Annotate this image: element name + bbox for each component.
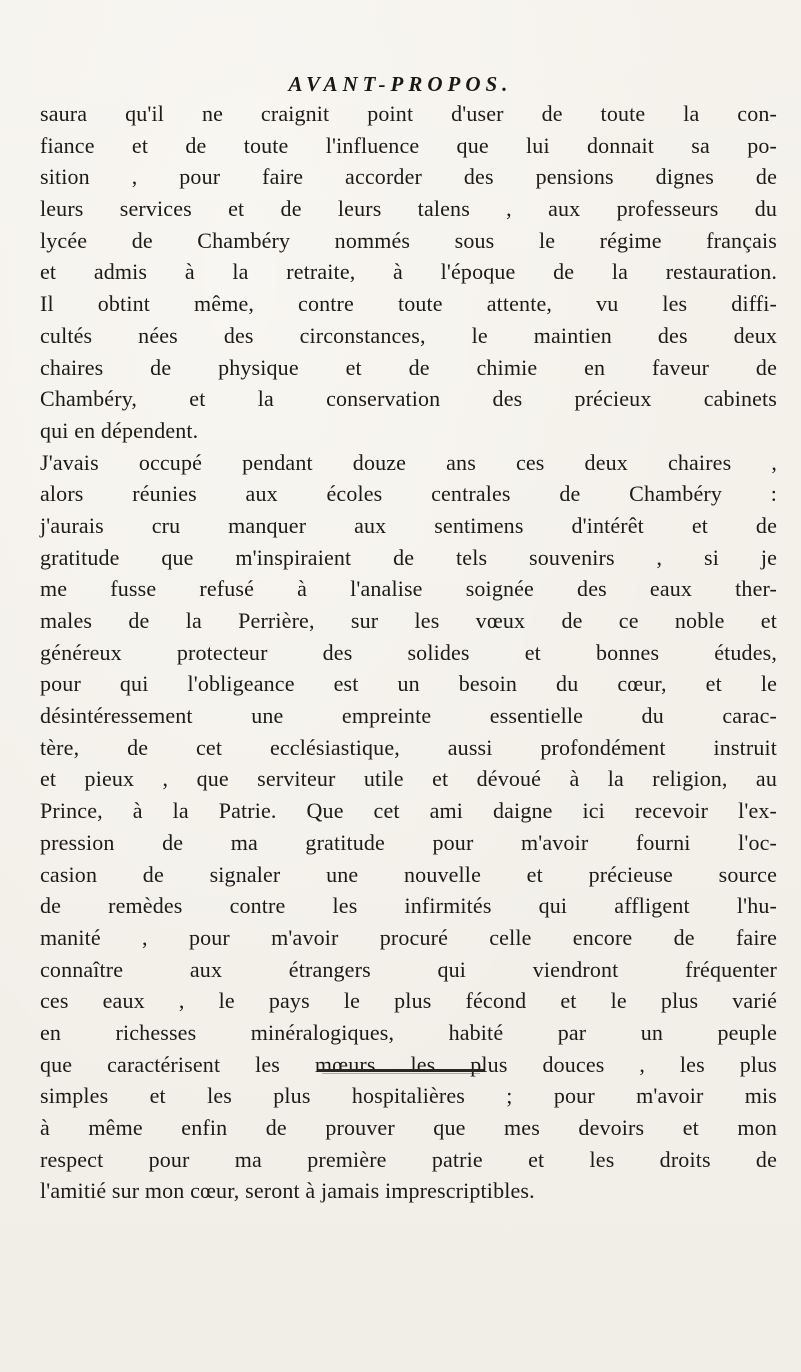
text-line: lycée de Chambéry nommés sous le régime français	[40, 227, 777, 253]
paragraph-end-line: l'amitié sur mon cœur, seront à jamais imprescriptibles.	[40, 1178, 535, 1204]
text-line: chaires de physique et de chimie en faveur de	[40, 354, 777, 380]
text-line: J'avais occupé pendant douze ans ces deux chaires ,	[40, 449, 777, 475]
text-line: j'aurais cru manquer aux sentimens d'intérêt et de	[40, 512, 777, 538]
text-line: males de la Perrière, sur les vœux de ce noble et	[40, 608, 777, 633]
text-line: de remèdes contre les infirmités qui affligent l'hu-	[40, 893, 777, 919]
running-head: AVANT-PROPOS.	[288, 72, 513, 96]
text-line: manité , pour m'avoir procuré celle encore de faire	[40, 924, 777, 950]
text-line: en richesses minéralogiques, habité par un peuple	[40, 1019, 777, 1045]
body-text	[40, 98, 777, 1207]
text-line: généreux protecteur des solides et bonnes études,	[40, 639, 777, 665]
text-line: à même enfin de prouver que mes devoirs et mon	[40, 1115, 777, 1140]
text-line: gratitude que m'inspiraient de tels souvenirs , si je	[40, 544, 777, 570]
text-line: fiance et de toute l'influence que lui donnait sa po-	[40, 132, 777, 158]
text-line: connaître aux étrangers qui viendront fréquenter	[40, 956, 777, 982]
text-line: Prince, à la Patrie. Que cet ami daigne ici recevoir l'ex-	[40, 798, 777, 824]
text-line: leurs services et de leurs talens , aux professeurs du	[40, 196, 777, 222]
text-line: respect pour ma première patrie et les droits de	[40, 1146, 777, 1172]
text-line: tère, de cet ecclésiastique, aussi profondément instruit	[40, 734, 777, 760]
text-line: pour qui l'obligeance est un besoin du cœur, et le	[40, 671, 777, 697]
text-line: que caractérisent les mœurs les plus douces , les plus	[40, 1051, 777, 1077]
section-divider-rule	[318, 1069, 484, 1072]
text-line: pression de ma gratitude pour m'avoir fourni l'oc-	[40, 829, 777, 855]
text-line: Il obtint même, contre toute attente, vu les diffi-	[40, 291, 777, 317]
text-line: sition , pour faire accorder des pensions dignes de	[40, 164, 777, 190]
text-line: saura qu'il ne craignit point d'user de toute la con-	[40, 101, 777, 126]
section-divider-shadow	[322, 1073, 480, 1074]
text-line: me fusse refusé à l'analise soignée des eaux ther-	[40, 576, 777, 602]
text-line: casion de signaler une nouvelle et précieuse source	[40, 861, 777, 887]
text-line: et pieux , que serviteur utile et dévoué à la religion, au	[40, 766, 777, 792]
text-line: ces eaux , le pays le plus fécond et le plus varié	[40, 988, 777, 1014]
text-line: cultés nées des circonstances, le maintien des deux	[40, 322, 777, 348]
text-line: Chambéry, et la conservation des précieux cabinets	[40, 386, 777, 412]
text-line: désintéressement une empreinte essentielle du carac-	[40, 703, 777, 729]
paragraph-end-line: qui en dépendent.	[40, 417, 199, 443]
text-line: simples et les plus hospitalières ; pour m'avoir mis	[40, 1083, 777, 1109]
text-line: et admis à la retraite, à l'époque de la restauration.	[40, 259, 777, 285]
text-line: alors réunies aux écoles centrales de Chambéry :	[40, 481, 777, 507]
